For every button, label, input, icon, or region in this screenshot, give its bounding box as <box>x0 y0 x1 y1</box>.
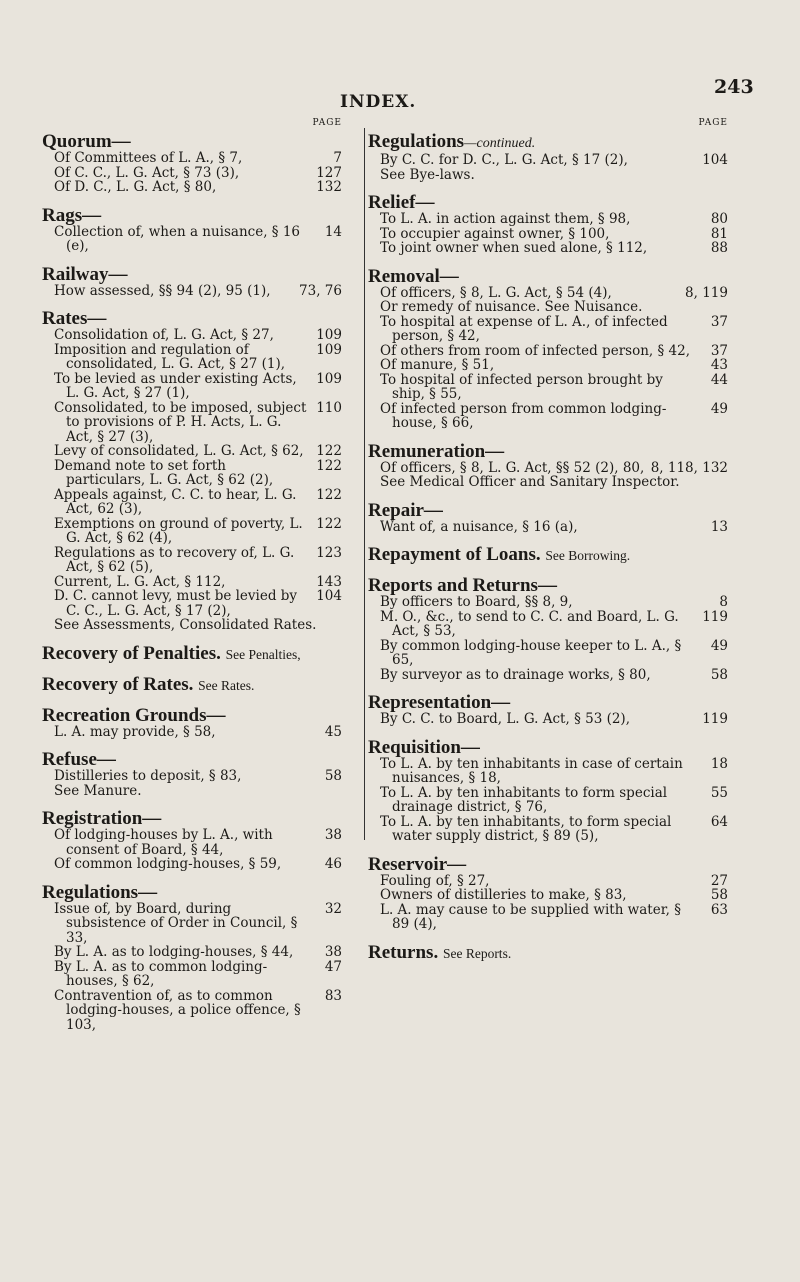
right-column <box>368 118 728 963</box>
index-entry <box>368 738 728 844</box>
entry-subline <box>42 546 342 575</box>
entry-subline <box>368 786 728 815</box>
subline-page: 122 <box>316 515 342 532</box>
entry-subline <box>368 712 728 727</box>
index-entry <box>368 442 728 490</box>
subline-page: 32 <box>324 900 342 917</box>
index-entry <box>368 855 728 932</box>
entry-subline <box>368 639 728 668</box>
entry-heading <box>42 132 342 151</box>
entry-subline <box>42 343 342 372</box>
subline-page: 38 <box>324 827 342 843</box>
entry-heading-text: Repayment of Loans. <box>368 544 541 565</box>
left-column <box>42 118 342 1032</box>
entry-heading <box>42 265 342 284</box>
entry-heading <box>368 545 728 565</box>
subline-page: 104 <box>702 152 728 168</box>
entry-note: See Assessments, Consolidated Rates. <box>54 617 317 633</box>
subline-page: 88 <box>710 240 728 256</box>
entry-heading <box>42 675 342 695</box>
entry-heading <box>42 883 342 902</box>
index-entry <box>42 675 342 695</box>
entry-heading-text: Reservoir— <box>368 853 467 875</box>
entry-subline <box>42 725 342 740</box>
entry-subline <box>368 286 728 301</box>
index-entry <box>368 943 728 963</box>
subline-page: 37 <box>710 313 728 330</box>
subline-page: 58 <box>324 768 342 784</box>
entry-subline <box>368 888 728 903</box>
entry-subline <box>42 372 342 401</box>
subline-page: 109 <box>316 370 342 387</box>
page-column-label: PAGE <box>312 118 342 128</box>
entry-subline <box>42 166 342 181</box>
entry-subline <box>42 575 342 590</box>
entry-heading-text: Quorum— <box>42 131 131 152</box>
entry-heading-text: Recovery of Rates. <box>42 673 194 695</box>
index-entry <box>368 576 728 682</box>
index-entry <box>42 309 342 633</box>
subline-page: 14 <box>324 223 342 240</box>
entry-heading <box>42 809 342 828</box>
subline-text: Want of, a nuisance, § 16 (a), <box>380 518 578 535</box>
entry-subline <box>42 284 342 299</box>
index-entry <box>42 132 342 195</box>
subline-page: 109 <box>316 327 342 343</box>
right-entries <box>368 132 728 963</box>
entry-heading <box>368 943 728 963</box>
entry-subline <box>42 769 342 784</box>
subline-page: 109 <box>316 341 342 358</box>
subline-page: 122 <box>316 443 342 459</box>
subline-text: Of officers, § 8, L. G. Act, § 54 (4), <box>380 284 612 301</box>
subline-text: To occupier against owner, § 100, <box>380 225 610 242</box>
entry-subline <box>42 902 342 946</box>
subline-text: By surveyor as to drainage works, § 80, <box>380 666 651 683</box>
subline-page: 63 <box>710 901 728 918</box>
entry-heading-text: Reports and Returns— <box>368 575 557 596</box>
subline-text: By C. C. for D. C., L. G. Act, § 17 (2), <box>380 152 628 168</box>
entry-subline <box>42 945 342 960</box>
entry-subline <box>368 520 728 535</box>
subline-text: To joint owner when sued alone, § 112, <box>380 240 648 256</box>
entry-subline <box>42 989 342 1033</box>
entry-heading <box>42 750 342 769</box>
subline-text: Demand note to set forth particulars, L. G. Act, § 62 (2), <box>54 457 274 488</box>
subline-page <box>694 300 728 315</box>
entry-subline <box>42 328 342 343</box>
entry-heading-text: Recreation Grounds— <box>42 704 226 726</box>
entry-subline <box>368 300 728 315</box>
entry-subline <box>42 225 342 254</box>
entry-see-reference: See Reports. <box>442 945 512 961</box>
subline-page: 45 <box>324 723 342 740</box>
subline-text: Owners of distilleries to make, § 83, <box>380 887 627 903</box>
subline-text: By common lodging-house keeper to L. A., § 65, <box>380 637 682 668</box>
entry-heading <box>368 267 728 286</box>
subline-page: 127 <box>316 164 342 181</box>
index-entry <box>42 809 342 872</box>
subline-page: 81 <box>710 225 728 242</box>
index-entry <box>368 545 728 565</box>
subline-page: 7 <box>333 150 342 166</box>
entry-subline <box>368 815 728 844</box>
subline-text: To L. A. by ten inhabitants, to form special water supply district, § 89 (5), <box>380 813 672 844</box>
left-entries <box>42 132 342 1032</box>
subline-text: To hospital of infected person brought by ship, § 55, <box>380 371 663 402</box>
subline-page: 58 <box>710 887 728 903</box>
entry-heading <box>368 693 728 712</box>
subline-text: D. C. cannot levy, must be levied by C. C., L. G. Act, § 17 (2), <box>54 588 298 619</box>
subline-page: 44 <box>710 371 728 388</box>
subline-text: Appeals against, C. C. to hear, L. G. Act, 62 (3), <box>54 486 297 517</box>
subline-page: 37 <box>710 342 728 359</box>
entry-heading-text: Removal— <box>368 265 459 287</box>
subline-text: To L. A. by ten inhabitants in case of certain nuisances, § 18, <box>380 755 683 786</box>
entry-note: See Medical Officer and Sanitary Inspector. <box>380 474 680 490</box>
subline-text: Of C. C., L. G. Act, § 73 (3), <box>54 164 240 181</box>
entry-heading <box>42 206 342 225</box>
entry-subline <box>42 180 342 195</box>
subline-page: 27 <box>710 872 728 889</box>
entry-subline <box>368 153 728 168</box>
subline-text: Of others from room of infected person, § 42, <box>380 342 690 359</box>
subline-text: To L. A. by ten inhabitants to form special drainage district, § 76, <box>380 784 668 815</box>
subline-page: 8, 118, 132 <box>650 459 728 476</box>
entry-subline <box>368 610 728 639</box>
entry-heading-text: Registration— <box>42 808 162 829</box>
index-entry <box>368 267 728 431</box>
entry-heading <box>368 132 728 153</box>
entry-heading-text: Railway— <box>42 263 128 285</box>
entry-subline <box>42 401 342 445</box>
entry-subline <box>368 344 728 359</box>
subline-page: 104 <box>316 588 342 604</box>
entry-subline <box>42 857 342 872</box>
entry-subline <box>368 402 728 431</box>
page-number: 243 <box>714 76 754 98</box>
subline-text: Of lodging-houses by L. A., with consent of Board, § 44, <box>54 827 273 858</box>
subline-text: Of D. C., L. G. Act, § 80, <box>54 179 217 195</box>
subline-text: Distilleries to deposit, § 83, <box>54 768 242 784</box>
subline-text: Of officers, § 8, L. G. Act, §§ 52 (2), 80, <box>380 459 645 476</box>
entry-subline <box>42 589 342 618</box>
entry-heading <box>42 309 342 328</box>
subline-page: 143 <box>316 573 342 590</box>
entry-subline <box>368 757 728 786</box>
subline-text: Current, L. G. Act, § 112, <box>54 573 226 590</box>
entry-see-reference: See Rates. <box>198 677 255 693</box>
entry-subline <box>368 874 728 889</box>
subline-page: 80 <box>710 211 728 227</box>
subline-page: 83 <box>324 987 342 1004</box>
subline-text: How assessed, §§ 94 (2), 95 (1), <box>54 282 271 299</box>
entry-subline <box>368 461 728 476</box>
subline-page: 73, 76 <box>299 282 342 299</box>
subline-text: Regulations as to recovery of, L. G. Act, § 62 (5), <box>54 544 295 575</box>
subline-text: L. A. may provide, § 58, <box>54 723 216 740</box>
subline-page: 47 <box>324 958 342 975</box>
subline-text: By L. A. as to lodging-houses, § 44, <box>54 944 294 960</box>
entry-heading-text: Recovery of Penalties. <box>42 642 221 664</box>
entry-subline <box>42 828 342 857</box>
subline-text: Or remedy of nuisance. See Nuisance. <box>380 299 643 315</box>
subline-page: 122 <box>316 457 342 474</box>
entry-heading <box>368 501 728 520</box>
page-column-label: PAGE <box>698 118 728 128</box>
subline-text: To L. A. in action against them, § 98, <box>380 211 631 227</box>
subline-text: Levy of consolidated, L. G. Act, § 62, <box>54 443 304 459</box>
entry-see-reference: See Penalties, <box>225 646 301 662</box>
subline-page: 13 <box>710 518 728 535</box>
subline-page: 18 <box>710 755 728 772</box>
entry-heading-text: Rates— <box>42 308 107 329</box>
entry-heading-text: Regulations— <box>42 881 158 903</box>
running-head: INDEX. <box>340 92 417 112</box>
subline-page: 38 <box>324 944 342 960</box>
entry-subline <box>368 227 728 242</box>
entry-subline <box>42 488 342 517</box>
subline-page: 110 <box>316 399 342 416</box>
subline-text: Collection of, when a nuisance, § 16 (e), <box>54 223 301 254</box>
entry-heading-text: Rags— <box>42 204 102 226</box>
entry-heading-text: Refuse— <box>42 749 116 770</box>
entry-note: See Manure. <box>54 782 142 799</box>
subline-text: By L. A. as to common lodging-houses, § 62, <box>54 958 268 989</box>
subline-text: Consolidated, to be imposed, subject to provisions of P. H. Acts, L. G. Act, § 27 (3), <box>54 399 307 445</box>
entry-subline <box>368 903 728 932</box>
entry-heading <box>368 576 728 595</box>
entry-note: See Bye-laws. <box>380 166 475 183</box>
entry-heading <box>368 855 728 874</box>
subline-page: 58 <box>710 666 728 683</box>
entry-heading <box>368 738 728 757</box>
entry-subline <box>368 315 728 344</box>
subline-text: M. O., &c., to send to C. C. and Board, L. G. Act, § 53, <box>380 608 679 639</box>
subline-text: By C. C. to Board, L. G. Act, § 53 (2), <box>380 711 630 727</box>
subline-text: To hospital at expense of L. A., of infected person, § 42, <box>380 313 668 344</box>
entry-subline <box>368 373 728 402</box>
entry-subline <box>368 595 728 610</box>
subline-text: By officers to Board, §§ 8, 9, <box>380 594 573 610</box>
index-entry <box>368 693 728 727</box>
subline-text: Imposition and regulation of consolidated, L. G. Act, § 27 (1), <box>54 341 286 372</box>
subline-text: Exemptions on ground of poverty, L. G. Act, § 62 (4), <box>54 515 303 546</box>
entry-subline <box>42 517 342 546</box>
subline-page: 46 <box>324 856 342 872</box>
subline-text: Of infected person from common lodging-house, § 66, <box>380 400 667 431</box>
entry-heading-text: Representation— <box>368 692 511 713</box>
index-entry <box>42 750 342 798</box>
subline-text: Issue of, by Board, during subsistence of Order in Council, § 33, <box>54 900 298 946</box>
subline-page: 64 <box>710 813 728 830</box>
entry-heading-text: Returns. <box>368 941 439 963</box>
subline-text: To be levied as under existing Acts, L. G. Act, § 27 (1), <box>54 370 297 401</box>
entry-heading <box>42 706 342 725</box>
index-entry <box>368 193 728 256</box>
entry-subline <box>42 960 342 989</box>
index-entry <box>42 644 342 664</box>
entry-subline <box>368 212 728 227</box>
entry-subline <box>42 459 342 488</box>
entry-heading <box>42 644 342 664</box>
entry-heading-text: Relief— <box>368 192 435 213</box>
index-entry <box>368 132 728 182</box>
subline-text: L. A. may cause to be supplied with water, § 89 (4), <box>380 901 681 932</box>
index-entry <box>42 883 342 1033</box>
subline-page: 123 <box>316 544 342 561</box>
entry-heading-text: Remuneration— <box>368 440 505 462</box>
entry-subline <box>42 151 342 166</box>
subline-page: 49 <box>710 400 728 417</box>
entry-heading-text: Regulations <box>368 131 465 152</box>
subline-page: 55 <box>710 784 728 801</box>
subline-text: Of manure, § 51, <box>380 357 495 373</box>
entry-subline <box>368 668 728 683</box>
index-entry <box>42 265 342 299</box>
entry-subline <box>368 241 728 256</box>
subline-page: 132 <box>316 179 342 195</box>
subline-text: Of Committees of L. A., § 7, <box>54 150 243 166</box>
entry-heading-text: Repair— <box>368 499 443 521</box>
index-entry <box>368 501 728 535</box>
entry-heading-text: Requisition— <box>368 736 480 758</box>
entry-subline <box>368 358 728 373</box>
entry-heading-suffix: —continued. <box>464 136 536 151</box>
index-entry <box>42 706 342 740</box>
entry-heading <box>368 442 728 461</box>
index-entry <box>42 206 342 254</box>
subline-page: 49 <box>710 637 728 654</box>
subline-page: 8 <box>719 594 728 610</box>
subline-text: Of common lodging-houses, § 59, <box>54 856 282 872</box>
entry-see-reference: See Borrowing. <box>545 548 631 563</box>
subline-page: 122 <box>316 486 342 503</box>
subline-page: 8, 119 <box>685 284 728 301</box>
entry-heading <box>368 193 728 212</box>
subline-text: Consolidation of, L. G. Act, § 27, <box>54 327 274 343</box>
subline-page: 43 <box>710 357 728 373</box>
entry-subline <box>42 444 342 459</box>
subline-text: Contravention of, as to common lodging-houses, a police offence, § 103, <box>54 987 301 1033</box>
column-divider <box>364 128 365 840</box>
subline-page: 119 <box>702 608 728 625</box>
subline-page: 119 <box>702 711 728 727</box>
subline-text: Fouling of, § 27, <box>380 872 490 889</box>
